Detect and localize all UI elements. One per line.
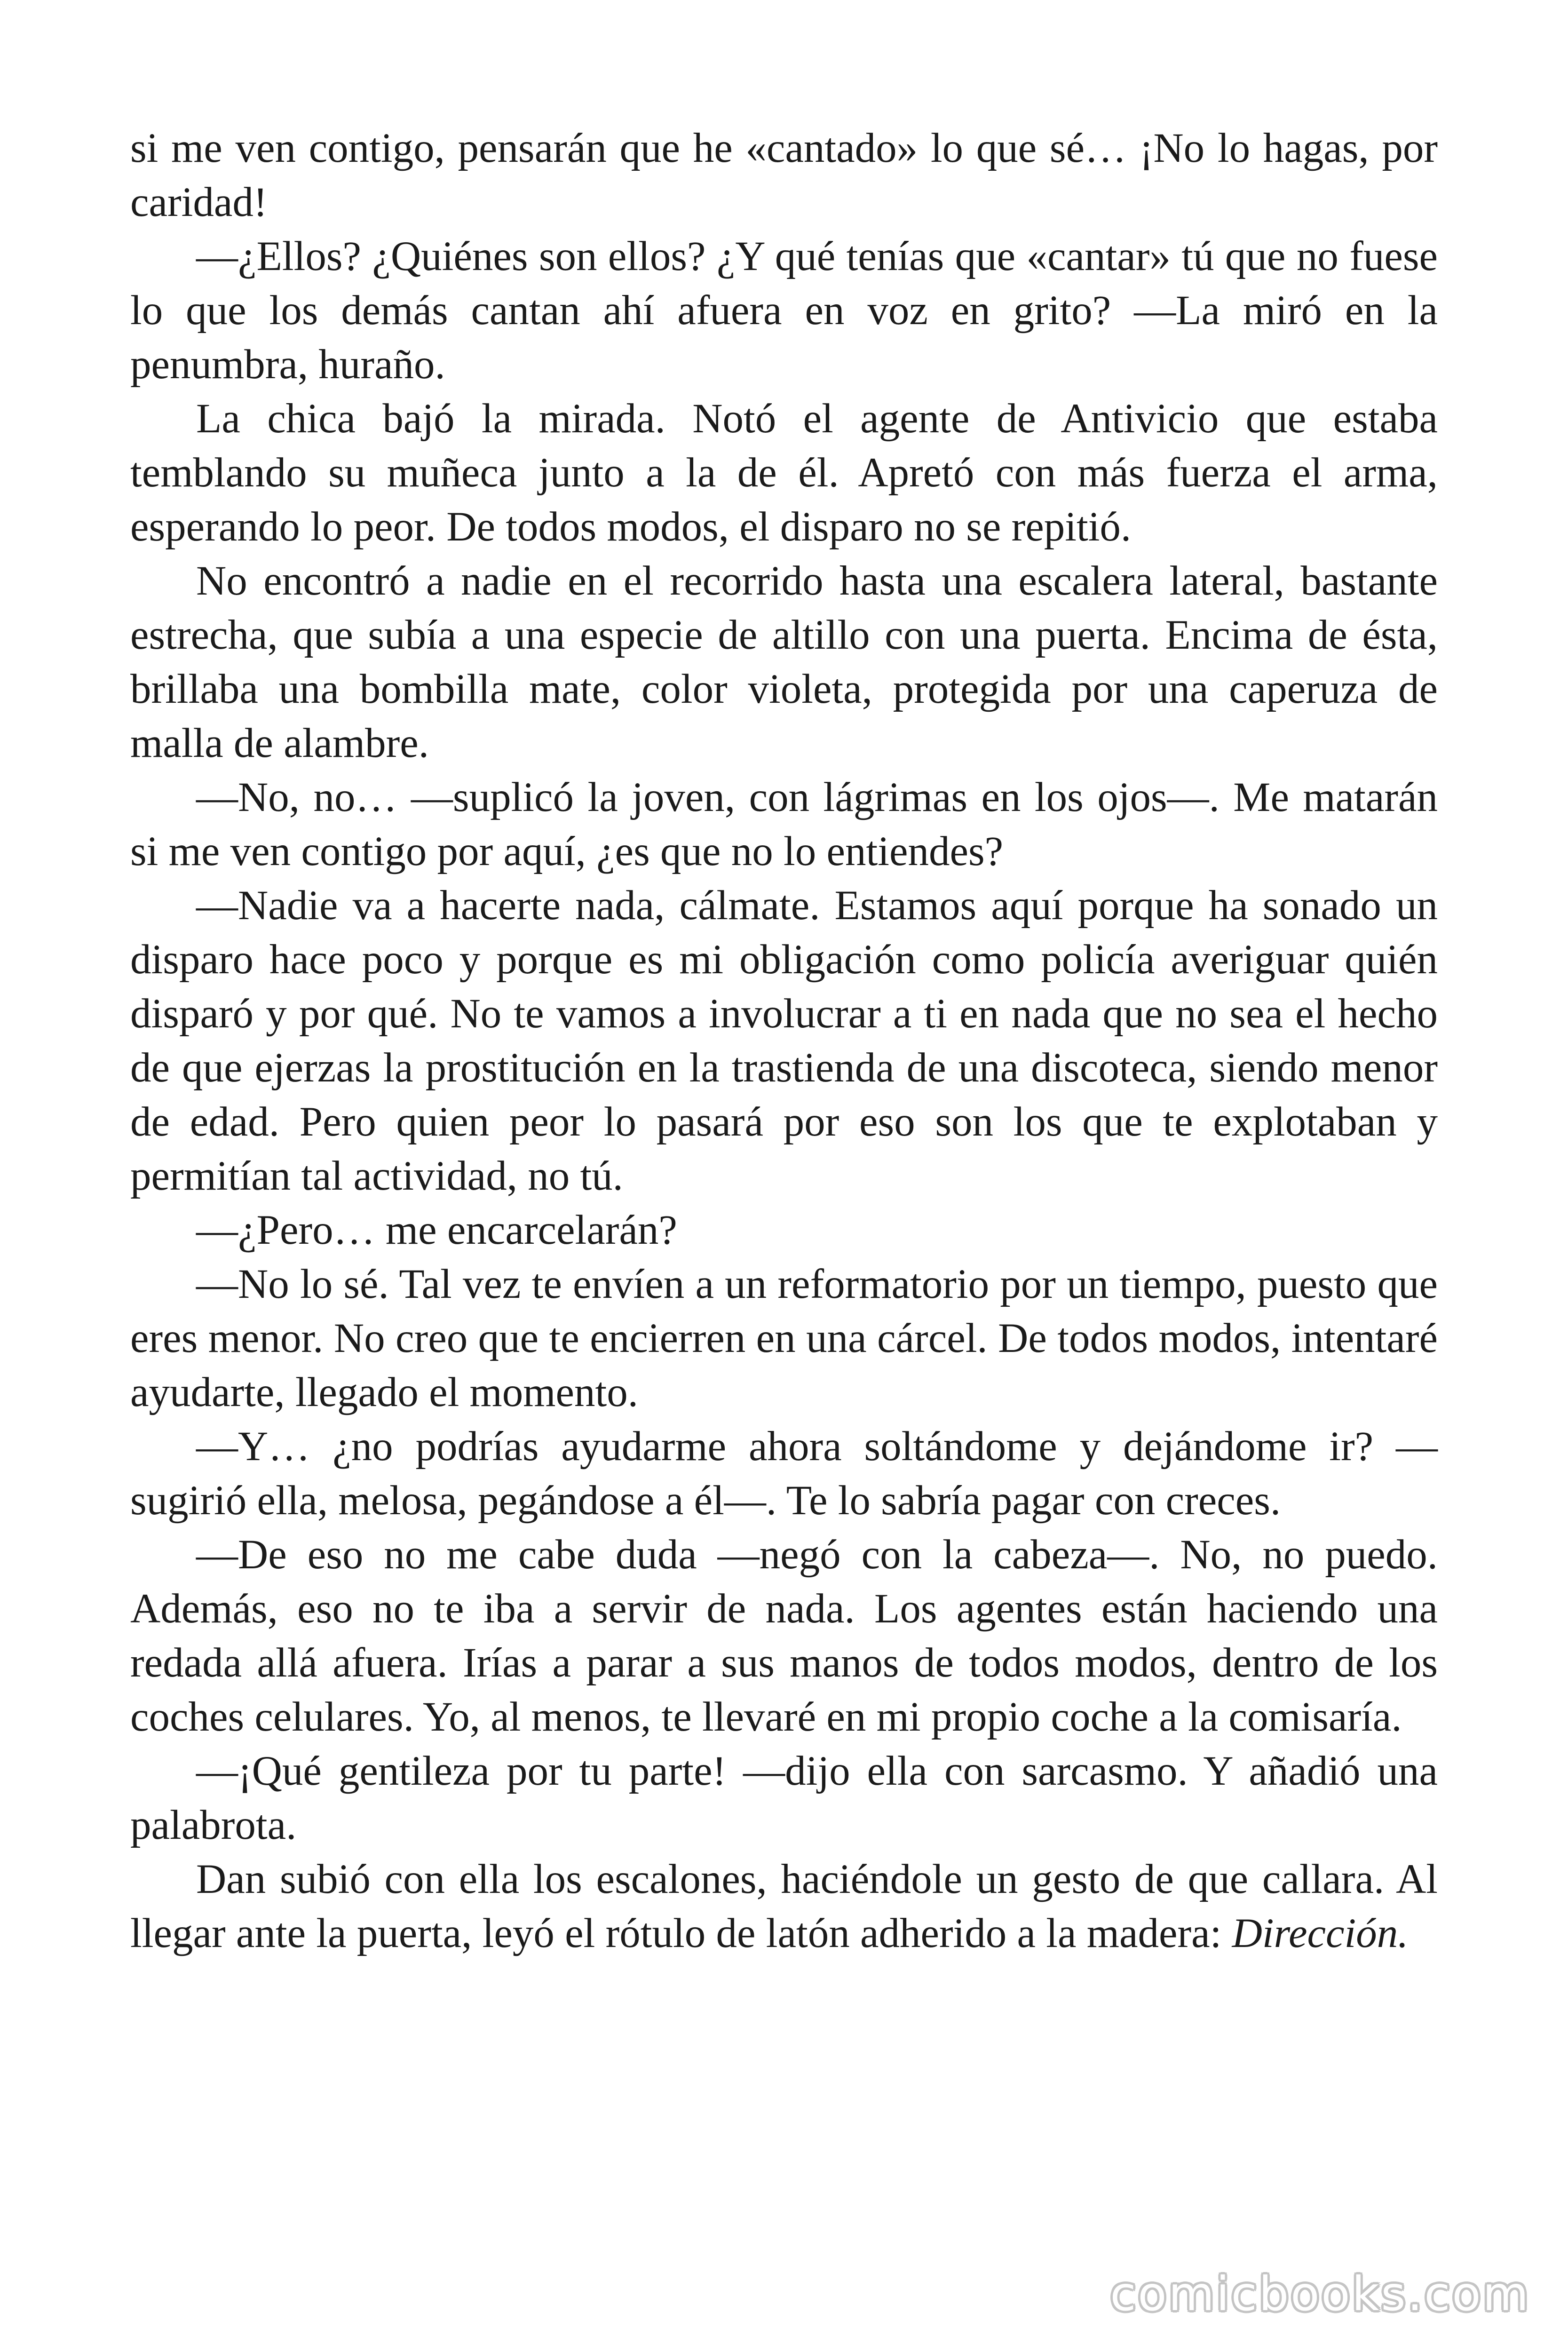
paragraph: —¡Qué gentileza por tu parte! —dijo ella con sarcasmo. Y añadió una palabrota. bbox=[130, 1748, 1438, 1848]
paragraph-last bbox=[130, 1852, 1438, 1961]
paragraph: —Y… ¿no podrías ayudarme ahora soltándome y dejándome ir? —sugirió ella, melosa, pegándose a él—. Te lo sabría pagar con creces. bbox=[130, 1423, 1438, 1524]
paragraph: —¿Ellos? ¿Quiénes son ellos? ¿Y qué tenías que «cantar» tú que no fuese lo que los demás cantan ahí afuera en voz en grito? —La miró en la penumbra, huraño. bbox=[130, 233, 1438, 388]
paragraph: No encontró a nadie en el recorrido hasta una escalera lateral, bastante estrecha, que subía a una especie de altillo con una puerta. Encima de ésta, brillaba una bombilla mate, color violeta, protegida por una caperuza de malla de alambre. bbox=[130, 558, 1438, 766]
watermark: comicbooks.com bbox=[1110, 2266, 1530, 2321]
paragraph: —No lo sé. Tal vez te envíen a un reformatorio por un tiempo, puesto que eres menor. No creo que te encierren en una cárcel. De todos modos, intentaré ayudarte, llegado el momento. bbox=[130, 1261, 1438, 1415]
paragraph: —Nadie va a hacerte nada, cálmate. Estamos aquí porque ha sonado un disparo hace poco y porque es mi obligación como policía averiguar quién disparó y por qué. No te vamos a involucrar a ti en nada que no sea el hecho de que ejerzas la prostitución en la trastienda de una discoteca, siendo menor de edad. Pero quien peor lo pasará por eso son los que te explotaban y permitían tal actividad, no tú. bbox=[130, 882, 1438, 1199]
page-text-block bbox=[130, 121, 1438, 1961]
paragraph: —De eso no me cabe duda —negó con la cabeza—. No, no puedo. Además, eso no te iba a servir de nada. Los agentes están haciendo una redada allá afuera. Irías a parar a sus manos de todos modos, dentro de los coches celulares. Yo, al menos, te llevaré en mi propio coche a la comisaría. bbox=[130, 1532, 1438, 1740]
paragraph: si me ven contigo, pensarán que he «cantado» lo que sé… ¡No lo hagas, por caridad! bbox=[130, 125, 1438, 225]
italic-word: Dirección. bbox=[1232, 1910, 1409, 1956]
paragraph-last-text: Dan subió con ella los escalones, haciéndole un gesto de que callara. Al llegar ante la puerta, leyó el rótulo de latón adherido a la madera: bbox=[130, 1856, 1438, 1956]
paragraph: —¿Pero… me encarcelarán? bbox=[196, 1207, 677, 1253]
paragraph: La chica bajó la mirada. Notó el agente de Antivicio que estaba temblando su muñeca junto a la de él. Apretó con más fuerza el arma, esperando lo peor. De todos modos, el disparo no se repitió. bbox=[130, 396, 1438, 550]
paragraph: —No, no… —suplicó la joven, con lágrimas en los ojos—. Me matarán si me ven contigo por aquí, ¿es que no lo entiendes? bbox=[130, 774, 1438, 874]
